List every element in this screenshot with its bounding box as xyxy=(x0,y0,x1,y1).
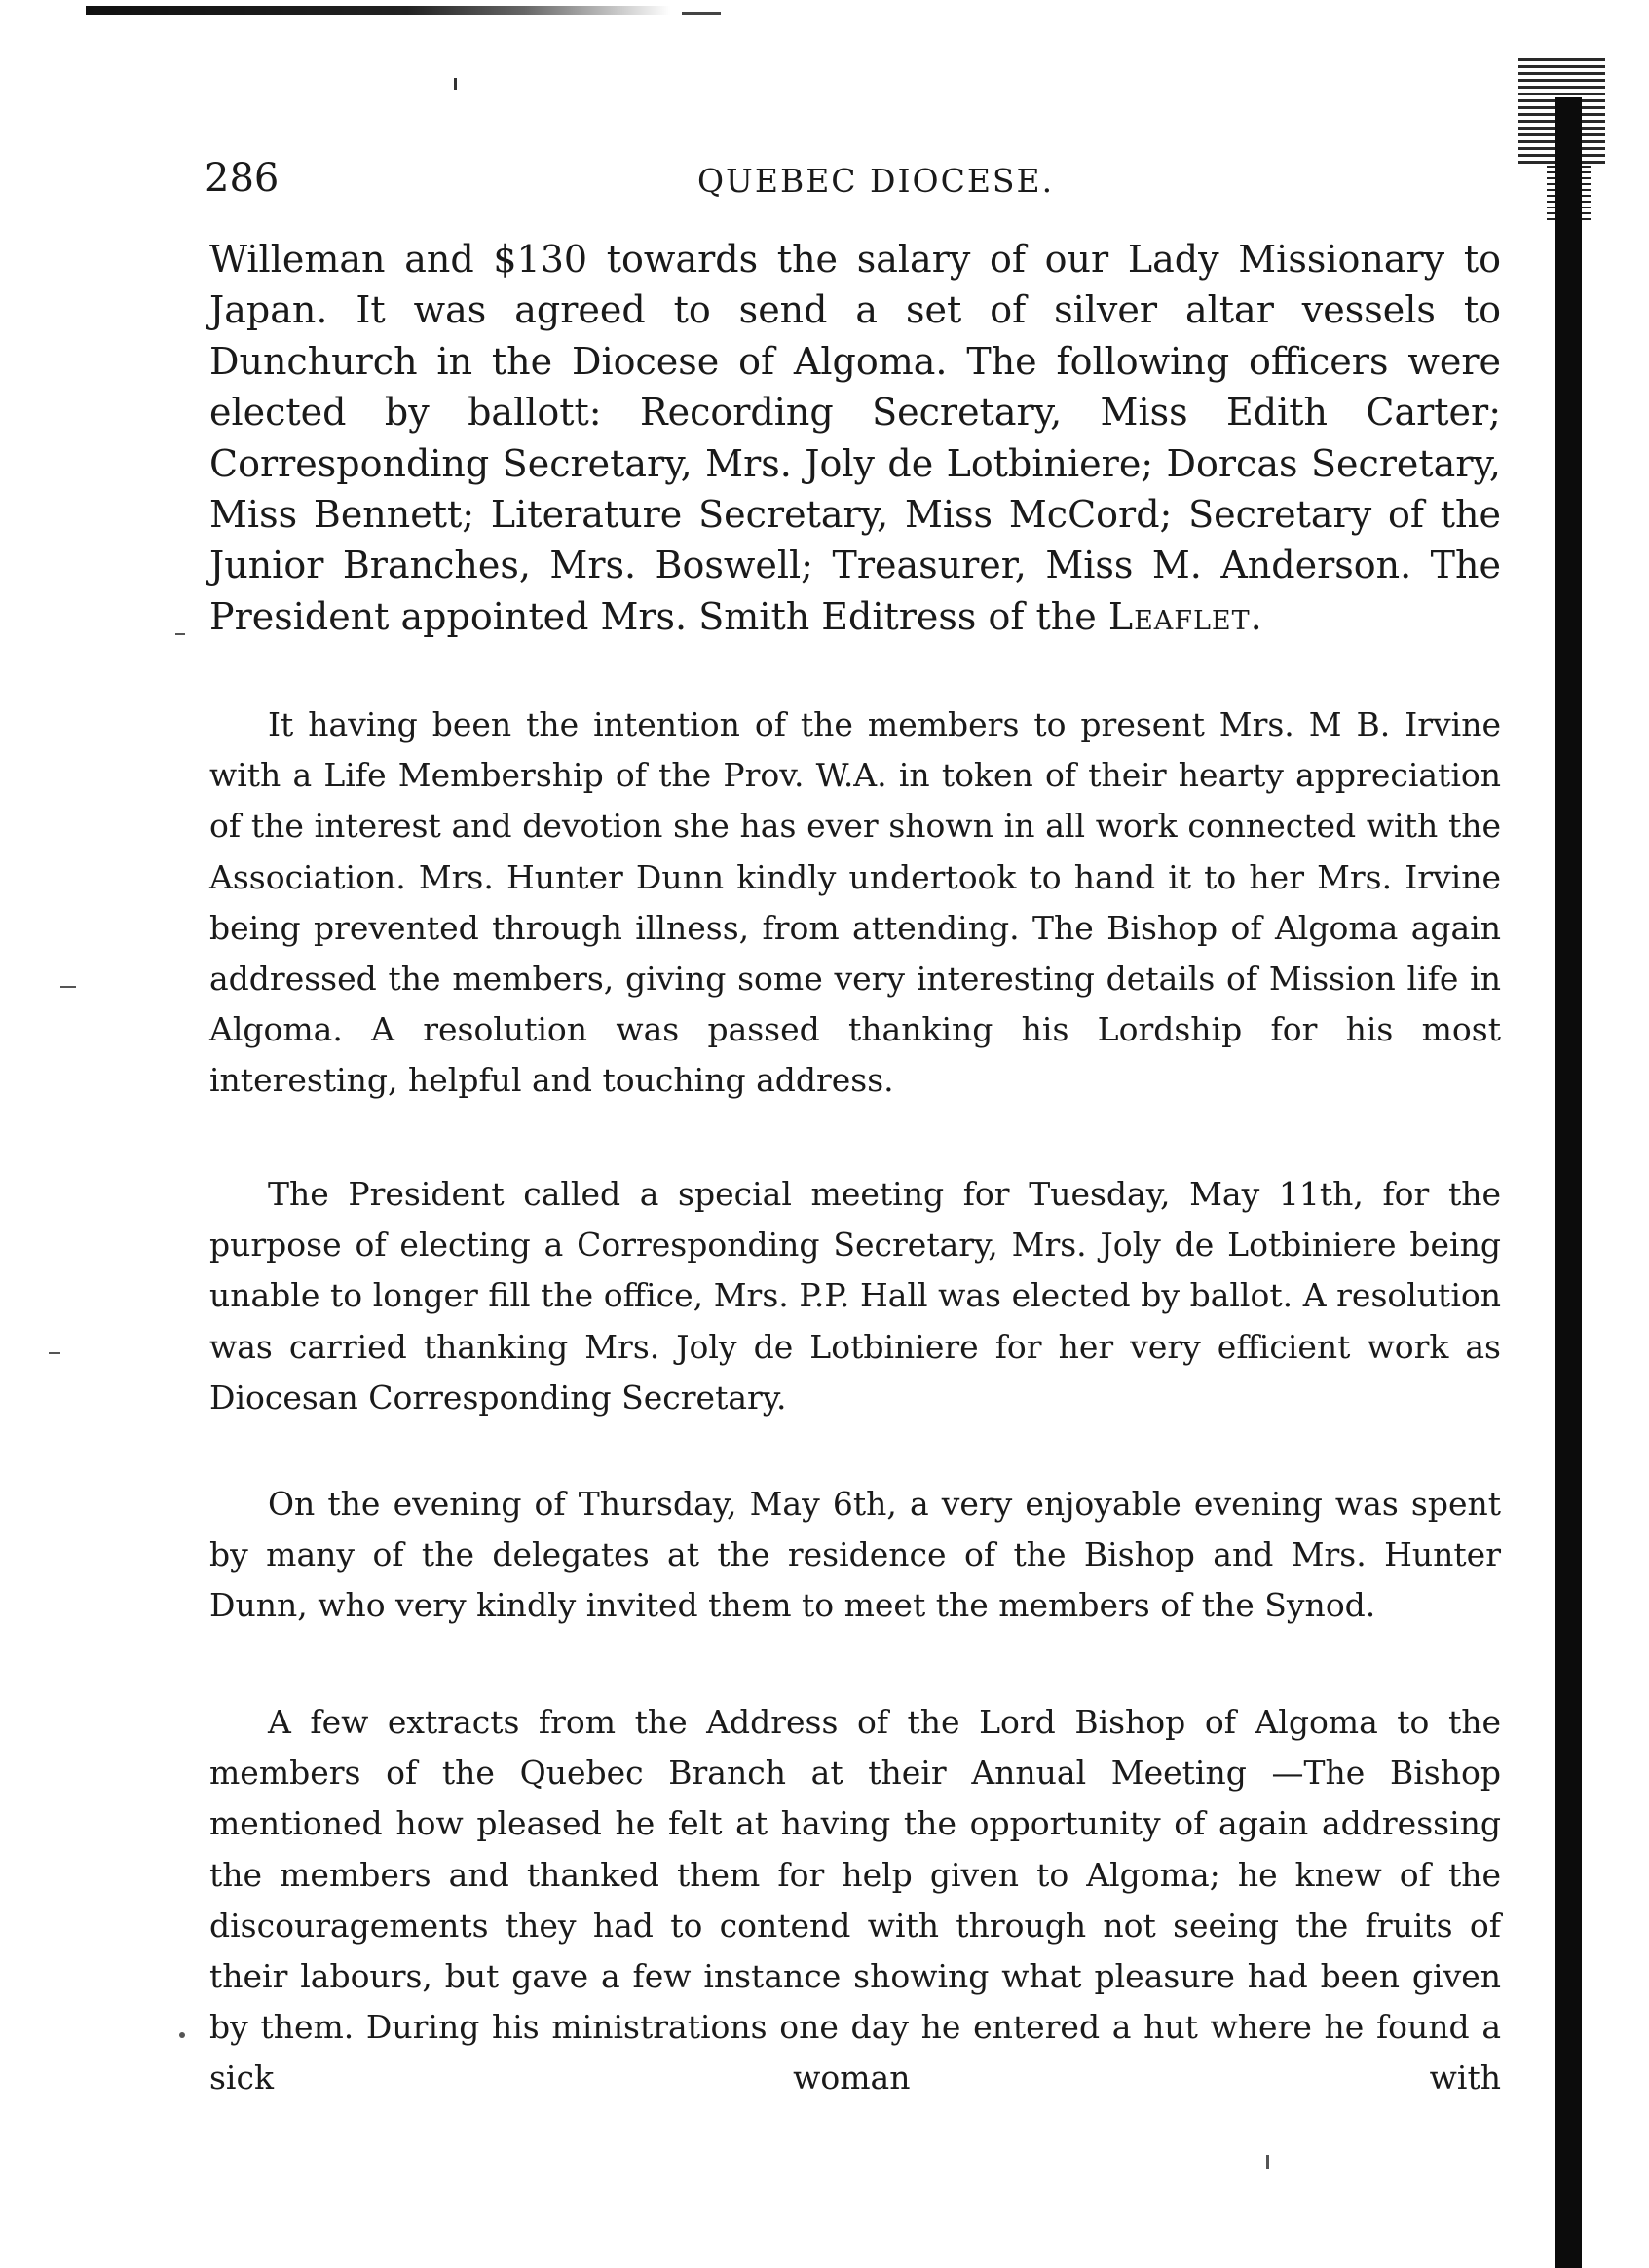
scan-top-rule xyxy=(86,6,670,15)
paragraph: On the evening of Thursday, May 6th, a very enjoyable evening was spent by many of the delegates at the residence of the Bishop and Mrs. Hunter Dunn, who very kindly invited them to meet the members of the Synod. xyxy=(209,1485,1501,1625)
paragraph: A few extracts from the Address of the Lord Bishop of Algoma to the members of the Quebec Branch at their Annual Meeting —The Bishop mentioned how pleased he felt at having the opportunity of again addressing the members and thanked them for help given to Algoma; he knew of the discouragements they had to contend with through not seeing the fruits of their labours, but gave a few instance showing what pleasure had been given by them. During his ministrations one day he entered a hut where he found a sick woman with xyxy=(209,1703,1501,2098)
binding-bar xyxy=(1555,97,1582,2268)
paragraph-continued xyxy=(209,234,1501,642)
paragraph-text: Willeman and $130 towards the salary of our Lady Missionary to Japan. It was agreed to send a set of silver altar vessels to Dunchurch in the Diocese of Algoma. The following officers were elected by ballott: Recording Secretary, Miss Edith Carter; Corresponding Secretary, Mrs. Joly de Lotbiniere; Dorcas Secretary, Miss Bennett; Literature Secretary, Miss McCord; Secretary of the Junior Branches, Mrs. Boswell; Treasurer, Miss M. Anderson. The President appointed Mrs. Smith Editress of the xyxy=(209,238,1501,638)
scan-top-dash xyxy=(682,12,721,15)
margin-speck xyxy=(179,2032,185,2038)
margin-speck xyxy=(175,633,185,635)
publication-name: Leaflet xyxy=(1107,594,1251,638)
book-binding-edge xyxy=(1518,58,1649,2268)
paragraph: The President called a special meeting for Tuesday, May 11th, for the purpose of electing a Corresponding Secretary, Mrs. Joly de Lotbiniere being unable to longer fill the office, Mrs. P.P. Hall was elected by ballot. A resolution was carried thanking Mrs. Joly de Lotbiniere for her very efficient work as Diocesan Corresponding Secretary. xyxy=(209,1175,1501,1417)
margin-speck xyxy=(49,1352,60,1354)
paragraph-end-punctuation: . xyxy=(1250,594,1262,638)
margin-speck xyxy=(1266,2155,1269,2169)
paragraph: It having been the intention of the members to present Mrs. M B. Irvine with a Life Membership of the Prov. W.A. in token of their hearty appreciation of the interest and devotion she has ever shown in all work connected with the Association. Mrs. Hunter Dunn kindly undertook to hand it to her Mrs. Irvine being prevented through illness, from attending. The Bishop of Algoma again addressed the members, giving some very interesting details of Mission life in Algoma. A resolution was passed thanking his Lordship for his most interesting, helpful and touching address. xyxy=(209,705,1501,1100)
scan-tick-mark xyxy=(454,78,457,90)
running-head: QUEBEC DIOCESE. xyxy=(697,162,1055,200)
page-number: 286 xyxy=(205,156,280,201)
margin-speck xyxy=(60,986,76,988)
page-header xyxy=(205,154,1510,212)
